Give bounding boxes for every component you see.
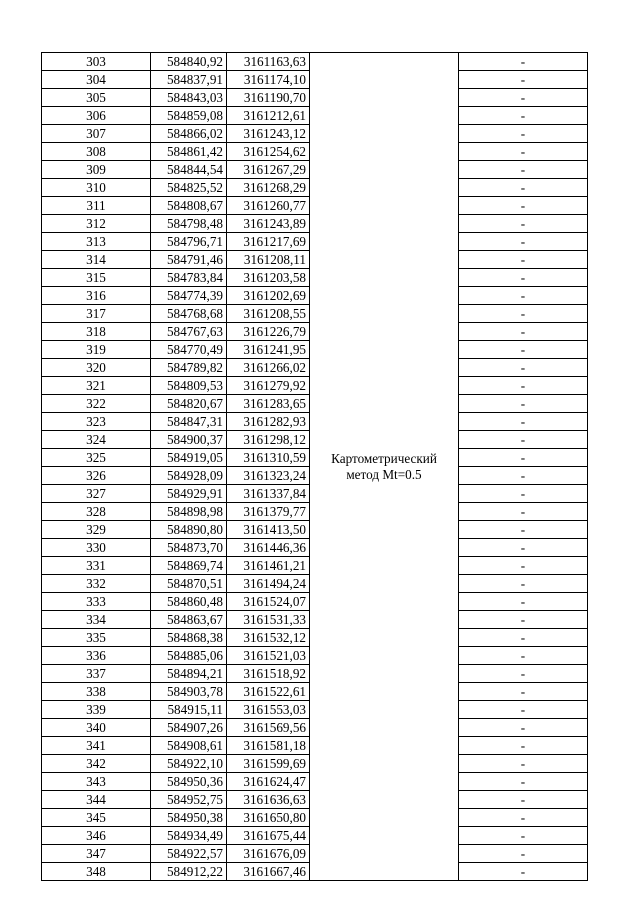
point-number-cell: 314 <box>42 251 151 269</box>
x-coordinate-cell: 584808,67 <box>151 197 227 215</box>
point-number-cell: 326 <box>42 467 151 485</box>
x-coordinate-cell: 584870,51 <box>151 575 227 593</box>
dash-cell: - <box>459 503 588 521</box>
y-coordinate-cell: 3161241,95 <box>227 341 310 359</box>
dash-cell: - <box>459 161 588 179</box>
x-coordinate-cell: 584844,54 <box>151 161 227 179</box>
dash-cell: - <box>459 269 588 287</box>
y-coordinate-cell: 3161163,63 <box>227 53 310 71</box>
dash-cell: - <box>459 863 588 881</box>
x-coordinate-cell: 584789,82 <box>151 359 227 377</box>
point-number-cell: 306 <box>42 107 151 125</box>
method-cell <box>310 53 459 881</box>
x-coordinate-cell: 584809,53 <box>151 377 227 395</box>
dash-cell: - <box>459 539 588 557</box>
x-coordinate-cell: 584868,38 <box>151 629 227 647</box>
dash-cell: - <box>459 485 588 503</box>
x-coordinate-cell: 584907,26 <box>151 719 227 737</box>
y-coordinate-cell: 3161260,77 <box>227 197 310 215</box>
dash-cell: - <box>459 773 588 791</box>
dash-cell: - <box>459 305 588 323</box>
point-number-cell: 309 <box>42 161 151 179</box>
point-number-cell: 348 <box>42 863 151 881</box>
point-number-cell: 329 <box>42 521 151 539</box>
point-number-cell: 334 <box>42 611 151 629</box>
x-coordinate-cell: 584767,63 <box>151 323 227 341</box>
point-number-cell: 303 <box>42 53 151 71</box>
x-coordinate-cell: 584903,78 <box>151 683 227 701</box>
dash-cell: - <box>459 125 588 143</box>
dash-cell: - <box>459 143 588 161</box>
y-coordinate-cell: 3161569,56 <box>227 719 310 737</box>
point-number-cell: 327 <box>42 485 151 503</box>
point-number-cell: 338 <box>42 683 151 701</box>
x-coordinate-cell: 584934,49 <box>151 827 227 845</box>
point-number-cell: 322 <box>42 395 151 413</box>
dash-cell: - <box>459 683 588 701</box>
x-coordinate-cell: 584863,67 <box>151 611 227 629</box>
y-coordinate-cell: 3161254,62 <box>227 143 310 161</box>
dash-cell: - <box>459 521 588 539</box>
dash-cell: - <box>459 575 588 593</box>
dash-cell: - <box>459 89 588 107</box>
point-number-cell: 330 <box>42 539 151 557</box>
y-coordinate-cell: 3161203,58 <box>227 269 310 287</box>
dash-cell: - <box>459 647 588 665</box>
dash-cell: - <box>459 107 588 125</box>
dash-cell: - <box>459 395 588 413</box>
point-number-cell: 304 <box>42 71 151 89</box>
point-number-cell: 331 <box>42 557 151 575</box>
dash-cell: - <box>459 611 588 629</box>
x-coordinate-cell: 584898,98 <box>151 503 227 521</box>
y-coordinate-cell: 3161494,24 <box>227 575 310 593</box>
y-coordinate-cell: 3161379,77 <box>227 503 310 521</box>
x-coordinate-cell: 584783,84 <box>151 269 227 287</box>
x-coordinate-cell: 584873,70 <box>151 539 227 557</box>
dash-cell: - <box>459 341 588 359</box>
y-coordinate-cell: 3161624,47 <box>227 773 310 791</box>
x-coordinate-cell: 584885,06 <box>151 647 227 665</box>
dash-cell: - <box>459 71 588 89</box>
point-number-cell: 333 <box>42 593 151 611</box>
x-coordinate-cell: 584919,05 <box>151 449 227 467</box>
y-coordinate-cell: 3161208,55 <box>227 305 310 323</box>
point-number-cell: 318 <box>42 323 151 341</box>
point-number-cell: 310 <box>42 179 151 197</box>
y-coordinate-cell: 3161667,46 <box>227 863 310 881</box>
y-coordinate-cell: 3161675,44 <box>227 827 310 845</box>
point-number-cell: 316 <box>42 287 151 305</box>
dash-cell: - <box>459 467 588 485</box>
point-number-cell: 344 <box>42 791 151 809</box>
y-coordinate-cell: 3161310,59 <box>227 449 310 467</box>
point-number-cell: 335 <box>42 629 151 647</box>
y-coordinate-cell: 3161279,92 <box>227 377 310 395</box>
table-row <box>42 53 588 71</box>
x-coordinate-cell: 584866,02 <box>151 125 227 143</box>
dash-cell: - <box>459 791 588 809</box>
x-coordinate-cell: 584861,42 <box>151 143 227 161</box>
point-number-cell: 342 <box>42 755 151 773</box>
x-coordinate-cell: 584908,61 <box>151 737 227 755</box>
point-number-cell: 340 <box>42 719 151 737</box>
dash-cell: - <box>459 629 588 647</box>
x-coordinate-cell: 584900,37 <box>151 431 227 449</box>
y-coordinate-cell: 3161243,89 <box>227 215 310 233</box>
y-coordinate-cell: 3161524,07 <box>227 593 310 611</box>
point-number-cell: 317 <box>42 305 151 323</box>
point-number-cell: 347 <box>42 845 151 863</box>
x-coordinate-cell: 584912,22 <box>151 863 227 881</box>
x-coordinate-cell: 584915,11 <box>151 701 227 719</box>
method-line-1: Картометрический <box>331 450 437 466</box>
dash-cell: - <box>459 701 588 719</box>
x-coordinate-cell: 584894,21 <box>151 665 227 683</box>
dash-cell: - <box>459 179 588 197</box>
y-coordinate-cell: 3161282,93 <box>227 413 310 431</box>
dash-cell: - <box>459 377 588 395</box>
dash-cell: - <box>459 719 588 737</box>
x-coordinate-cell: 584774,39 <box>151 287 227 305</box>
x-coordinate-cell: 584820,67 <box>151 395 227 413</box>
y-coordinate-cell: 3161461,21 <box>227 557 310 575</box>
x-coordinate-cell: 584840,92 <box>151 53 227 71</box>
y-coordinate-cell: 3161266,02 <box>227 359 310 377</box>
dash-cell: - <box>459 593 588 611</box>
point-number-cell: 307 <box>42 125 151 143</box>
y-coordinate-cell: 3161174,10 <box>227 71 310 89</box>
y-coordinate-cell: 3161581,18 <box>227 737 310 755</box>
dash-cell: - <box>459 323 588 341</box>
x-coordinate-cell: 584825,52 <box>151 179 227 197</box>
point-number-cell: 323 <box>42 413 151 431</box>
y-coordinate-cell: 3161212,61 <box>227 107 310 125</box>
y-coordinate-cell: 3161243,12 <box>227 125 310 143</box>
x-coordinate-cell: 584859,08 <box>151 107 227 125</box>
x-coordinate-cell: 584791,46 <box>151 251 227 269</box>
point-number-cell: 313 <box>42 233 151 251</box>
dash-cell: - <box>459 53 588 71</box>
dash-cell: - <box>459 755 588 773</box>
point-number-cell: 346 <box>42 827 151 845</box>
x-coordinate-cell: 584869,74 <box>151 557 227 575</box>
x-coordinate-cell: 584890,80 <box>151 521 227 539</box>
dash-cell: - <box>459 359 588 377</box>
point-number-cell: 308 <box>42 143 151 161</box>
dash-cell: - <box>459 737 588 755</box>
dash-cell: - <box>459 233 588 251</box>
dash-cell: - <box>459 287 588 305</box>
point-number-cell: 341 <box>42 737 151 755</box>
y-coordinate-cell: 3161323,24 <box>227 467 310 485</box>
y-coordinate-cell: 3161217,69 <box>227 233 310 251</box>
x-coordinate-cell: 584837,91 <box>151 71 227 89</box>
y-coordinate-cell: 3161676,09 <box>227 845 310 863</box>
dash-cell: - <box>459 827 588 845</box>
y-coordinate-cell: 3161283,65 <box>227 395 310 413</box>
y-coordinate-cell: 3161636,63 <box>227 791 310 809</box>
y-coordinate-cell: 3161522,61 <box>227 683 310 701</box>
dash-cell: - <box>459 413 588 431</box>
dash-cell: - <box>459 431 588 449</box>
point-number-cell: 345 <box>42 809 151 827</box>
point-number-cell: 319 <box>42 341 151 359</box>
y-coordinate-cell: 3161208,11 <box>227 251 310 269</box>
dash-cell: - <box>459 809 588 827</box>
x-coordinate-cell: 584798,48 <box>151 215 227 233</box>
y-coordinate-cell: 3161298,12 <box>227 431 310 449</box>
y-coordinate-cell: 3161532,12 <box>227 629 310 647</box>
x-coordinate-cell: 584950,36 <box>151 773 227 791</box>
point-number-cell: 312 <box>42 215 151 233</box>
point-number-cell: 339 <box>42 701 151 719</box>
point-number-cell: 305 <box>42 89 151 107</box>
point-number-cell: 325 <box>42 449 151 467</box>
y-coordinate-cell: 3161531,33 <box>227 611 310 629</box>
x-coordinate-cell: 584928,09 <box>151 467 227 485</box>
point-number-cell: 337 <box>42 665 151 683</box>
point-number-cell: 328 <box>42 503 151 521</box>
dash-cell: - <box>459 665 588 683</box>
dash-cell: - <box>459 251 588 269</box>
x-coordinate-cell: 584768,68 <box>151 305 227 323</box>
point-number-cell: 324 <box>42 431 151 449</box>
dash-cell: - <box>459 557 588 575</box>
point-number-cell: 315 <box>42 269 151 287</box>
x-coordinate-cell: 584952,75 <box>151 791 227 809</box>
point-number-cell: 321 <box>42 377 151 395</box>
y-coordinate-cell: 3161268,29 <box>227 179 310 197</box>
coordinates-table <box>41 52 588 881</box>
x-coordinate-cell: 584847,31 <box>151 413 227 431</box>
method-line-2: метод Mt=0.5 <box>346 466 422 482</box>
y-coordinate-cell: 3161267,29 <box>227 161 310 179</box>
y-coordinate-cell: 3161553,03 <box>227 701 310 719</box>
point-number-cell: 320 <box>42 359 151 377</box>
x-coordinate-cell: 584770,49 <box>151 341 227 359</box>
point-number-cell: 332 <box>42 575 151 593</box>
x-coordinate-cell: 584950,38 <box>151 809 227 827</box>
y-coordinate-cell: 3161446,36 <box>227 539 310 557</box>
y-coordinate-cell: 3161190,70 <box>227 89 310 107</box>
y-coordinate-cell: 3161226,79 <box>227 323 310 341</box>
y-coordinate-cell: 3161521,03 <box>227 647 310 665</box>
x-coordinate-cell: 584929,91 <box>151 485 227 503</box>
dash-cell: - <box>459 449 588 467</box>
dash-cell: - <box>459 215 588 233</box>
y-coordinate-cell: 3161413,50 <box>227 521 310 539</box>
dash-cell: - <box>459 845 588 863</box>
dash-cell: - <box>459 197 588 215</box>
y-coordinate-cell: 3161650,80 <box>227 809 310 827</box>
y-coordinate-cell: 3161599,69 <box>227 755 310 773</box>
coordinates-table-body <box>42 53 588 881</box>
x-coordinate-cell: 584922,10 <box>151 755 227 773</box>
y-coordinate-cell: 3161518,92 <box>227 665 310 683</box>
x-coordinate-cell: 584860,48 <box>151 593 227 611</box>
x-coordinate-cell: 584796,71 <box>151 233 227 251</box>
point-number-cell: 336 <box>42 647 151 665</box>
x-coordinate-cell: 584922,57 <box>151 845 227 863</box>
x-coordinate-cell: 584843,03 <box>151 89 227 107</box>
point-number-cell: 343 <box>42 773 151 791</box>
y-coordinate-cell: 3161202,69 <box>227 287 310 305</box>
point-number-cell: 311 <box>42 197 151 215</box>
y-coordinate-cell: 3161337,84 <box>227 485 310 503</box>
